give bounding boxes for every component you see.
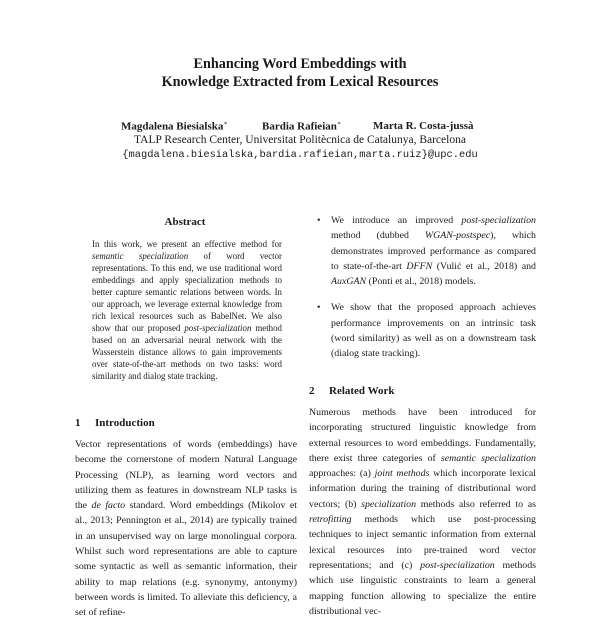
related-work-body: Numerous methods have been introduced for incorporating structured linguistic knowledge from external resources to word embeddings. Fundamentally, there exist three categories of semantic specialization approaches: (a) joint methods which incorporate lexical information during the training of distributional word vectors; (b) specialization methods also referred to as retrofitting methods which use post-processing techniques to inject semantic information from external lexical resources into pre-trained word vector representations; and (c) post-specialization methods which use linguistic constraints to learn a general mapping function allowing to specialize the entire distributional vec- <box>309 407 536 617</box>
title-line-2: Knowledge Extracted from Lexical Resources <box>161 74 439 90</box>
paper-title <box>0 55 600 91</box>
list-item: • We introduce an improved post-specialization method (dubbed WGAN-postspec), which demonstrates improved performance as compared to state-of-the-art DFFN (Vulić et al., 2018) and AuxGAN (Ponti et al., 2018) models. <box>317 215 536 288</box>
introduction-body: Vector representations of words (embeddings) have become the cornerstone of modern Natural Language Processing (NLP), as learning word vectors and utilizing them as features in downstream NLP tasks is the de facto standard. Word embeddings (Mikolov et al., 2013; Pennington et al., 2014) are typically trained in an unsupervised way on large monolingual corpora. Whilst such word representations are able to capture some syntactic as well as semantic information, their ability to map relations (e.g. synonymy, antonymy) between words is limited. To alleviate this deficiency, a set of refine- <box>75 439 297 619</box>
bullet-icon: • <box>317 302 321 314</box>
list-item: • We show that the proposed approach achieves performance improvements on an intrinsic task (word similarity) as well as on a downstream task (dialog state tracking). <box>317 302 536 360</box>
bullet-icon: • <box>317 215 321 226</box>
author-emails: {magdalena.biesialska,bardia.rafieian,marta.ruiz}@upc.edu <box>122 149 478 161</box>
abstract-heading: Abstract <box>164 216 206 228</box>
section-heading-related-work: 2 Related Work <box>309 385 395 397</box>
contribution-list <box>317 213 536 373</box>
title-line-1: Enhancing Word Embeddings with <box>193 56 407 72</box>
section-heading-introduction: 1 Introduction <box>75 417 155 429</box>
affiliation: TALP Research Center, Universitat Politècnica de Catalunya, Barcelona <box>134 134 466 146</box>
author-2: Bardia Rafieian∗ <box>262 120 341 133</box>
author-1: Magdalena Biesialska∗ <box>121 120 228 133</box>
author-3: Marta R. Costa-jussà <box>373 120 474 132</box>
abstract-body: In this work, we present an effective method for semantic specialization of word vector representations. To this end, we use traditional word embeddings and apply specialization methods to better capture semantic relations between words. In our approach, we leverage external knowledge from rich lexical resources such as BabelNet. We also show that our proposed post-specialization method based on an adversarial neural network with the Wasserstein distance allows to gain improvements over state-of-the-art methods on two tasks: word similarity and dialog state tracking. <box>92 239 282 381</box>
